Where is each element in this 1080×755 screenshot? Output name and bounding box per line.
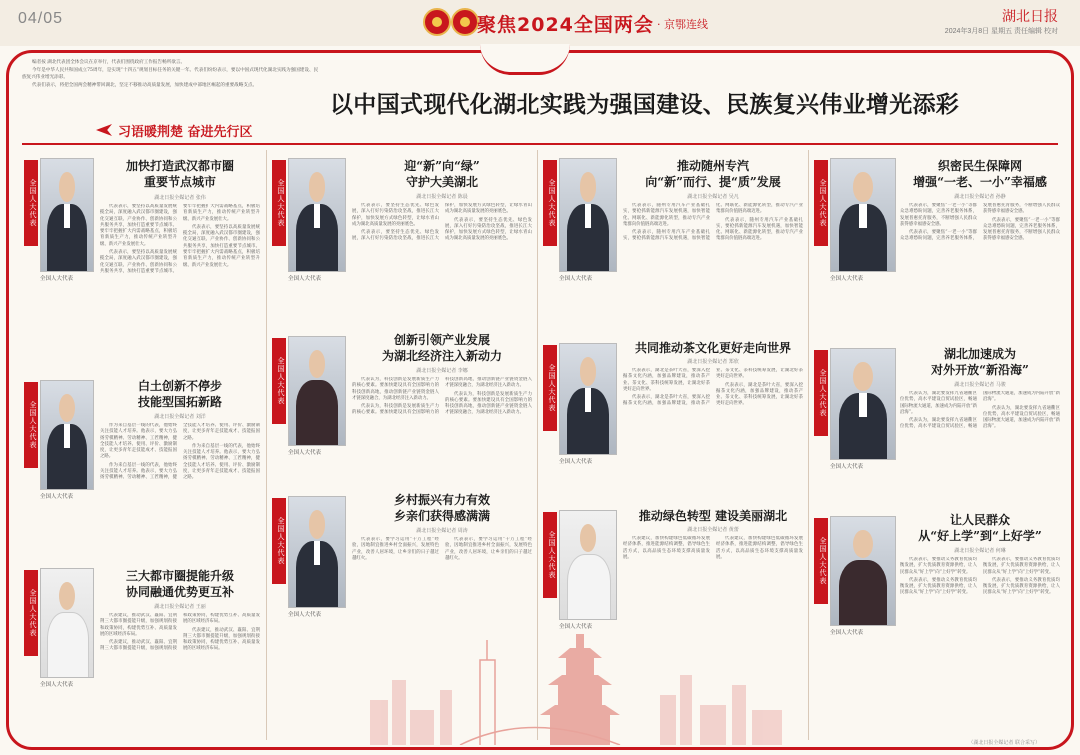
- cppcc-emblem-icon: [451, 8, 479, 36]
- photo-caption: 全国人大代表: [830, 276, 864, 282]
- article-title: 三大都市圈提能升级 协同融通优势更互补: [125, 569, 234, 599]
- article-title: 乡村振兴有力有效 乡亲们获得感满满: [393, 493, 490, 523]
- article-byline: 湖北日报全媒记者 何琳: [954, 548, 1006, 554]
- photo-caption: 全国人大代表: [288, 276, 322, 282]
- article-byline: 湖北日报全媒记者 王丽: [154, 604, 206, 610]
- vertical-tag: 全国人大代表: [272, 160, 286, 246]
- header-title: 聚焦2024全国两会: [477, 14, 654, 36]
- article-title: 共同推动茶文化更好走向世界: [634, 341, 791, 355]
- delegate-photo: [559, 510, 617, 620]
- photo-caption: 全国人大代表: [40, 276, 74, 282]
- article-body: 代表表示，湖北是茶叶大省，要深入挖掘茶文化内涵，加强品牌建设，推动茶产业、茶文化、茶科技统筹发展，让湖北好茶更好走向世界。 代表表示，湖北是茶叶大省，要深入挖掘茶文化内涵，加强品牌建设，推动茶产业、茶文化、茶科技统筹发展，让湖北好茶更好走向世界。 代表表示，湖北是茶叶大省，要深入挖掘茶文化内涵，加强品牌建设，推动茶产业、茶文化、茶科技统筹发展，让湖北好茶更好走向世界。: [623, 368, 803, 407]
- delegate-photo: [559, 158, 617, 272]
- delegate-photo: [830, 516, 896, 626]
- delegate-photo: [288, 158, 346, 272]
- city-skyline-illustration: [360, 620, 800, 745]
- article-title: 加快打造武汉都市圈 重要节点城市: [125, 159, 234, 189]
- vertical-tag: 全国人大代表: [543, 512, 557, 598]
- vertical-tag: 全国人大代表: [24, 570, 38, 656]
- page-number: 04/05: [18, 10, 64, 27]
- article-byline: 湖北日报全媒记者 李娜: [416, 368, 468, 374]
- section-tag-label: 习语暖荆楚 奋进先行区: [118, 125, 253, 140]
- photo-caption: 全国人大代表: [559, 624, 593, 630]
- article-byline: 湖北日报全媒记者 马骏: [954, 382, 1006, 388]
- photo-caption: 全国人大代表: [288, 450, 322, 456]
- delegate-photo: [40, 568, 94, 678]
- photo-caption: 全国人大代表: [559, 459, 593, 465]
- vertical-tag: 全国人大代表: [814, 518, 828, 604]
- column-divider: [808, 150, 809, 740]
- article-body: 代表表示，随州专用汽车产业基础扎实，要抢抓新能源汽车发展机遇，加快智能化、网联化、新能源化转型，推动专汽产业集群向价值链高端迈进。 代表表示，随州专用汽车产业基础扎实，要抢抓新能源汽车发展机遇，加快智能化、网联化、新能源化转型，推动专汽产业集群向价值链高端迈进。 代表表示，随州专用汽车产业基础扎实，要抢抓新能源汽车发展机遇，加快智能化、网联化、新能源化转型，推动专汽产业集群向价值链高端迈进。: [623, 203, 803, 242]
- article-title: 湖北加速成为 对外开放“新沿海”: [931, 347, 1029, 377]
- article-body: 代表建议，推动武汉、襄阳、宜荆荆三大都市圈提能升级，加强规划衔接和政策协同，构建优势互补、高质量发展的区域经济布局。 代表建议，推动武汉、襄阳、宜荆荆三大都市圈提能升级，加强规划衔接和政策协同，构建优势互补、高质量发展的区域经济布局。 代表建议，推动武汉、襄阳、宜荆荆三大都市圈提能升级，加强规划衔接和政策协同，构建优势互补、高质量发展的区域经济布局。: [100, 613, 260, 652]
- photo-caption: 全国人大代表: [830, 630, 864, 636]
- delegate-photo: [288, 496, 346, 608]
- editor-note: [22, 60, 322, 92]
- vertical-tag: 全国人大代表: [814, 350, 828, 436]
- article-title: 推动随州专汽 向“新”而行、提“质”发展: [645, 159, 781, 189]
- vertical-tag: 全国人大代表: [272, 338, 286, 424]
- photo-caption: 全国人大代表: [40, 494, 74, 500]
- article-byline: 湖北日报全媒记者 吴凡: [687, 194, 739, 200]
- article-title: 白土创新不停步 技能型国拓新路: [137, 379, 222, 409]
- article-byline: 湖北日报全媒记者 孙静: [954, 194, 1006, 200]
- article-body: 代表表示，要坚持生态优先、绿色发展，深入打好污染防治攻坚战，推进长江大保护，加快发展方式绿色转型，让绿水青山成为湖北高质量发展的亮丽底色。 代表表示，要坚持生态优先、绿色发展，深入打好污染防治攻坚战，推进长江大保护，加快发展方式绿色转型，让绿水青山成为湖北高质量发展的亮丽底色。 代表表示，要坚持生态优先、绿色发展，深入打好污染防治攻坚战，推进长江大保护，加快发展方式绿色转型，让绿水青山成为湖北高质量发展的亮丽底色。: [352, 203, 532, 242]
- vertical-tag: 全国人大代表: [272, 498, 286, 584]
- section-tag: [96, 121, 263, 139]
- article-byline: 湖北日报全媒记者 张伟: [154, 195, 206, 201]
- delegate-photo: [559, 343, 617, 455]
- article-byline: 湖北日报全媒记者 陈晨: [416, 194, 468, 200]
- masthead-date: 2024年3月8日 星期五 责任编辑 校对: [944, 28, 1058, 35]
- delegate-photo: [40, 380, 94, 490]
- article-byline: 湖北日报全媒记者 刘洋: [154, 414, 206, 420]
- article-title: 织密民生保障网 增强“一老、一小”幸福感: [913, 159, 1047, 189]
- masthead-logo: 湖北日报: [1002, 9, 1058, 25]
- delegate-photo: [830, 348, 896, 460]
- delegate-photo: [830, 158, 896, 272]
- article-body: 作为来自基层一线的代表，他始终关注技能人才培养。他表示，要大力弘扬劳模精神、劳动精神、工匠精神，健全技能人才培养、使用、评价、激励制度，让更多青年走技能成才、技能报国之路。 作为来自基层一线的代表，他始终关注技能人才培养。他表示，要大力弘扬劳模精神、劳动精神、工匠精神，健全技能人才培养、使用、评价、激励制度，让更多青年走技能成才、技能报国之路。 作为来自基层一线的代表，他始终关注技能人才培养。他表示，要大力弘扬劳模精神、劳动精神、工匠精神，健全技能人才培养、使用、评价、激励制度，让更多青年走技能成才、技能报国之路。: [100, 423, 260, 481]
- article-title: 推动绿色转型 建设美丽湖北: [638, 509, 788, 523]
- photo-caption: 全国人大代表: [830, 464, 864, 470]
- article-byline: 湖北日报全媒记者 周涛: [416, 528, 468, 534]
- intro-paragraph: 今年是中华人民共和国成立75周年，是实现“十四五”规划目标任务的关键一年。代表们纷纷表示，要以中国式现代化湖北实践为强国建设、民族复兴伟业增光添彩。: [22, 68, 319, 80]
- photo-caption: 全国人大代表: [40, 682, 74, 688]
- article-title: 迎“新”向“绿” 守护大美湖北: [404, 159, 480, 189]
- vertical-tag: 全国人大代表: [543, 345, 557, 431]
- intro-paragraph: 代表们表示，将把全国两会精神带回湖北，坚定不移推动高质量发展，加快建成中部地区崛起的重要战略支点。: [32, 83, 258, 89]
- article-body: 代表表示，要学习运用“千万工程”经验，因地制宜推进乡村全面振兴，发展特色产业，改善人居环境，让乡亲们的日子越过越红火。 代表表示，要学习运用“千万工程”经验，因地制宜推进乡村全面振兴，发展特色产业，改善人居环境，让乡亲们的日子越过越红火。: [352, 537, 532, 561]
- article-title: 创新引领产业发展 为湖北经济注入新动力: [381, 333, 502, 363]
- page-header: [0, 0, 1080, 46]
- article-body: 代表认为，科技创新是发展新质生产力的核心要素。要加快建设具有全国影响力的科技创新高地，推动创新链产业链资金链人才链深度融合，为湖北经济注入新动力。 代表认为，科技创新是发展新质生产力的核心要素。要加快建设具有全国影响力的科技创新高地，推动创新链产业链资金链人才链深度融合，为湖北经济注入新动力。 代表认为，科技创新是发展新质生产力的核心要素。要加快建设具有全国影响力的科技创新高地，推动创新链产业链资金链人才链深度融合，为湖北经济注入新动力。: [352, 377, 532, 416]
- article-title: 让人民群众 从“好上学”到“上好学”: [918, 513, 1042, 543]
- article-body: 代表表示，要坚持以高质量发展统揽全局，深度融入武汉都市圈建设，强化交通互联、产业协作、创新协同和公共服务共享，加快打造重要节点城市。要牢牢把握扩大内需战略基点，积极培育新质生产力，推动传统产业转型升级、新兴产业发展壮大。 代表表示，要坚持以高质量发展统揽全局，深度融入武汉都市圈建设，强化交通互联、产业协作、创新协同和公共服务共享，加快打造重要节点城市。要牢牢把握扩大内需战略基点，积极培育新质生产力，推动传统产业转型升级、新兴产业发展壮大。 代表表示，要坚持以高质量发展统揽全局，深度融入武汉都市圈建设，强化交通互联、产业协作、创新协同和公共服务共享，加快打造重要节点城市。要牢牢把握扩大内需战略基点，积极培育新质生产力，推动传统产业转型升级、新兴产业发展壮大。: [100, 204, 260, 274]
- vertical-tag: 全国人大代表: [543, 160, 557, 246]
- vertical-tag: 全国人大代表: [24, 160, 38, 246]
- article-byline: 湖北日报全媒记者 郑欣: [687, 359, 739, 365]
- delegate-photo: [288, 336, 346, 446]
- article-body: 代表表示，要聚焦“一老一小”等群众急难愁盼问题，完善养老服务体系，发展普惠托育服务，不断增强人民群众获得感幸福感安全感。 代表表示，要聚焦“一老一小”等群众急难愁盼问题，完善养老服务体系，发展普惠托育服务，不断增强人民群众获得感幸福感安全感。 代表表示，要聚焦“一老一小”等群众急难愁盼问题，完善养老服务体系，发展普惠托育服务，不断增强人民群众获得感幸福感安全感。: [900, 203, 1060, 242]
- article-body: 代表认为，湖北要发挥九省通衢区位优势，高水平建设自贸试验区，畅通国际物流大通道，加速成为内陆开放“新沿海”。 代表认为，湖北要发挥九省通衢区位优势，高水平建设自贸试验区，畅通国际物流大通道，加速成为内陆开放“新沿海”。 代表认为，湖北要发挥九省通衢区位优势，高水平建设自贸试验区，畅通国际物流大通道，加速成为内陆开放“新沿海”。: [900, 391, 1060, 430]
- photo-caption: 全国人大代表: [288, 612, 322, 618]
- vertical-tag: 全国人大代表: [24, 382, 38, 468]
- intro-paragraph: 编者按 湖北代表团全体会议在京举行，代表们围绕政府工作报告畅所欲言。: [32, 60, 186, 65]
- vertical-tag: 全国人大代表: [814, 160, 828, 246]
- header-subtitle: · 京鄂连线: [657, 18, 708, 31]
- main-headline: 以中国式现代化湖北实践为强国建设、民族复兴伟业增光添彩: [330, 92, 960, 118]
- column-divider: [266, 150, 267, 740]
- footer-credit: （湖北日报全媒记者 联合采写）: [968, 740, 1040, 746]
- national-emblem-icon: [423, 8, 451, 36]
- delegate-photo: [40, 158, 94, 272]
- photo-caption: 全国人大代表: [559, 276, 593, 282]
- header-banner: [365, 8, 708, 38]
- article-body: 代表建议，加快构建绿色低碳循环发展经济体系，推进能源结构调整，倡导绿色生活方式，以高品质生态环境支撑高质量发展。 代表建议，加快构建绿色低碳循环发展经济体系，推进能源结构调整，倡导绿色生活方式，以高品质生态环境支撑高质量发展。: [623, 536, 803, 560]
- article-byline: 湖北日报全媒记者 黄蕾: [687, 527, 739, 533]
- section-divider: [22, 143, 1058, 145]
- article-body: 代表表示，要推动义务教育优质均衡发展，扩大优质教育资源供给，让人民群众从“好上学”向“上好学”转变。 代表表示，要推动义务教育优质均衡发展，扩大优质教育资源供给，让人民群众从“好上学”向“上好学”转变。 代表表示，要推动义务教育优质均衡发展，扩大优质教育资源供给，让人民群众从“好上学”向“上好学”转变。 代表表示，要推动义务教育优质均衡发展，扩大优质教育资源供给，让人民群众从“好上学”向“上好学”转变。: [900, 557, 1060, 596]
